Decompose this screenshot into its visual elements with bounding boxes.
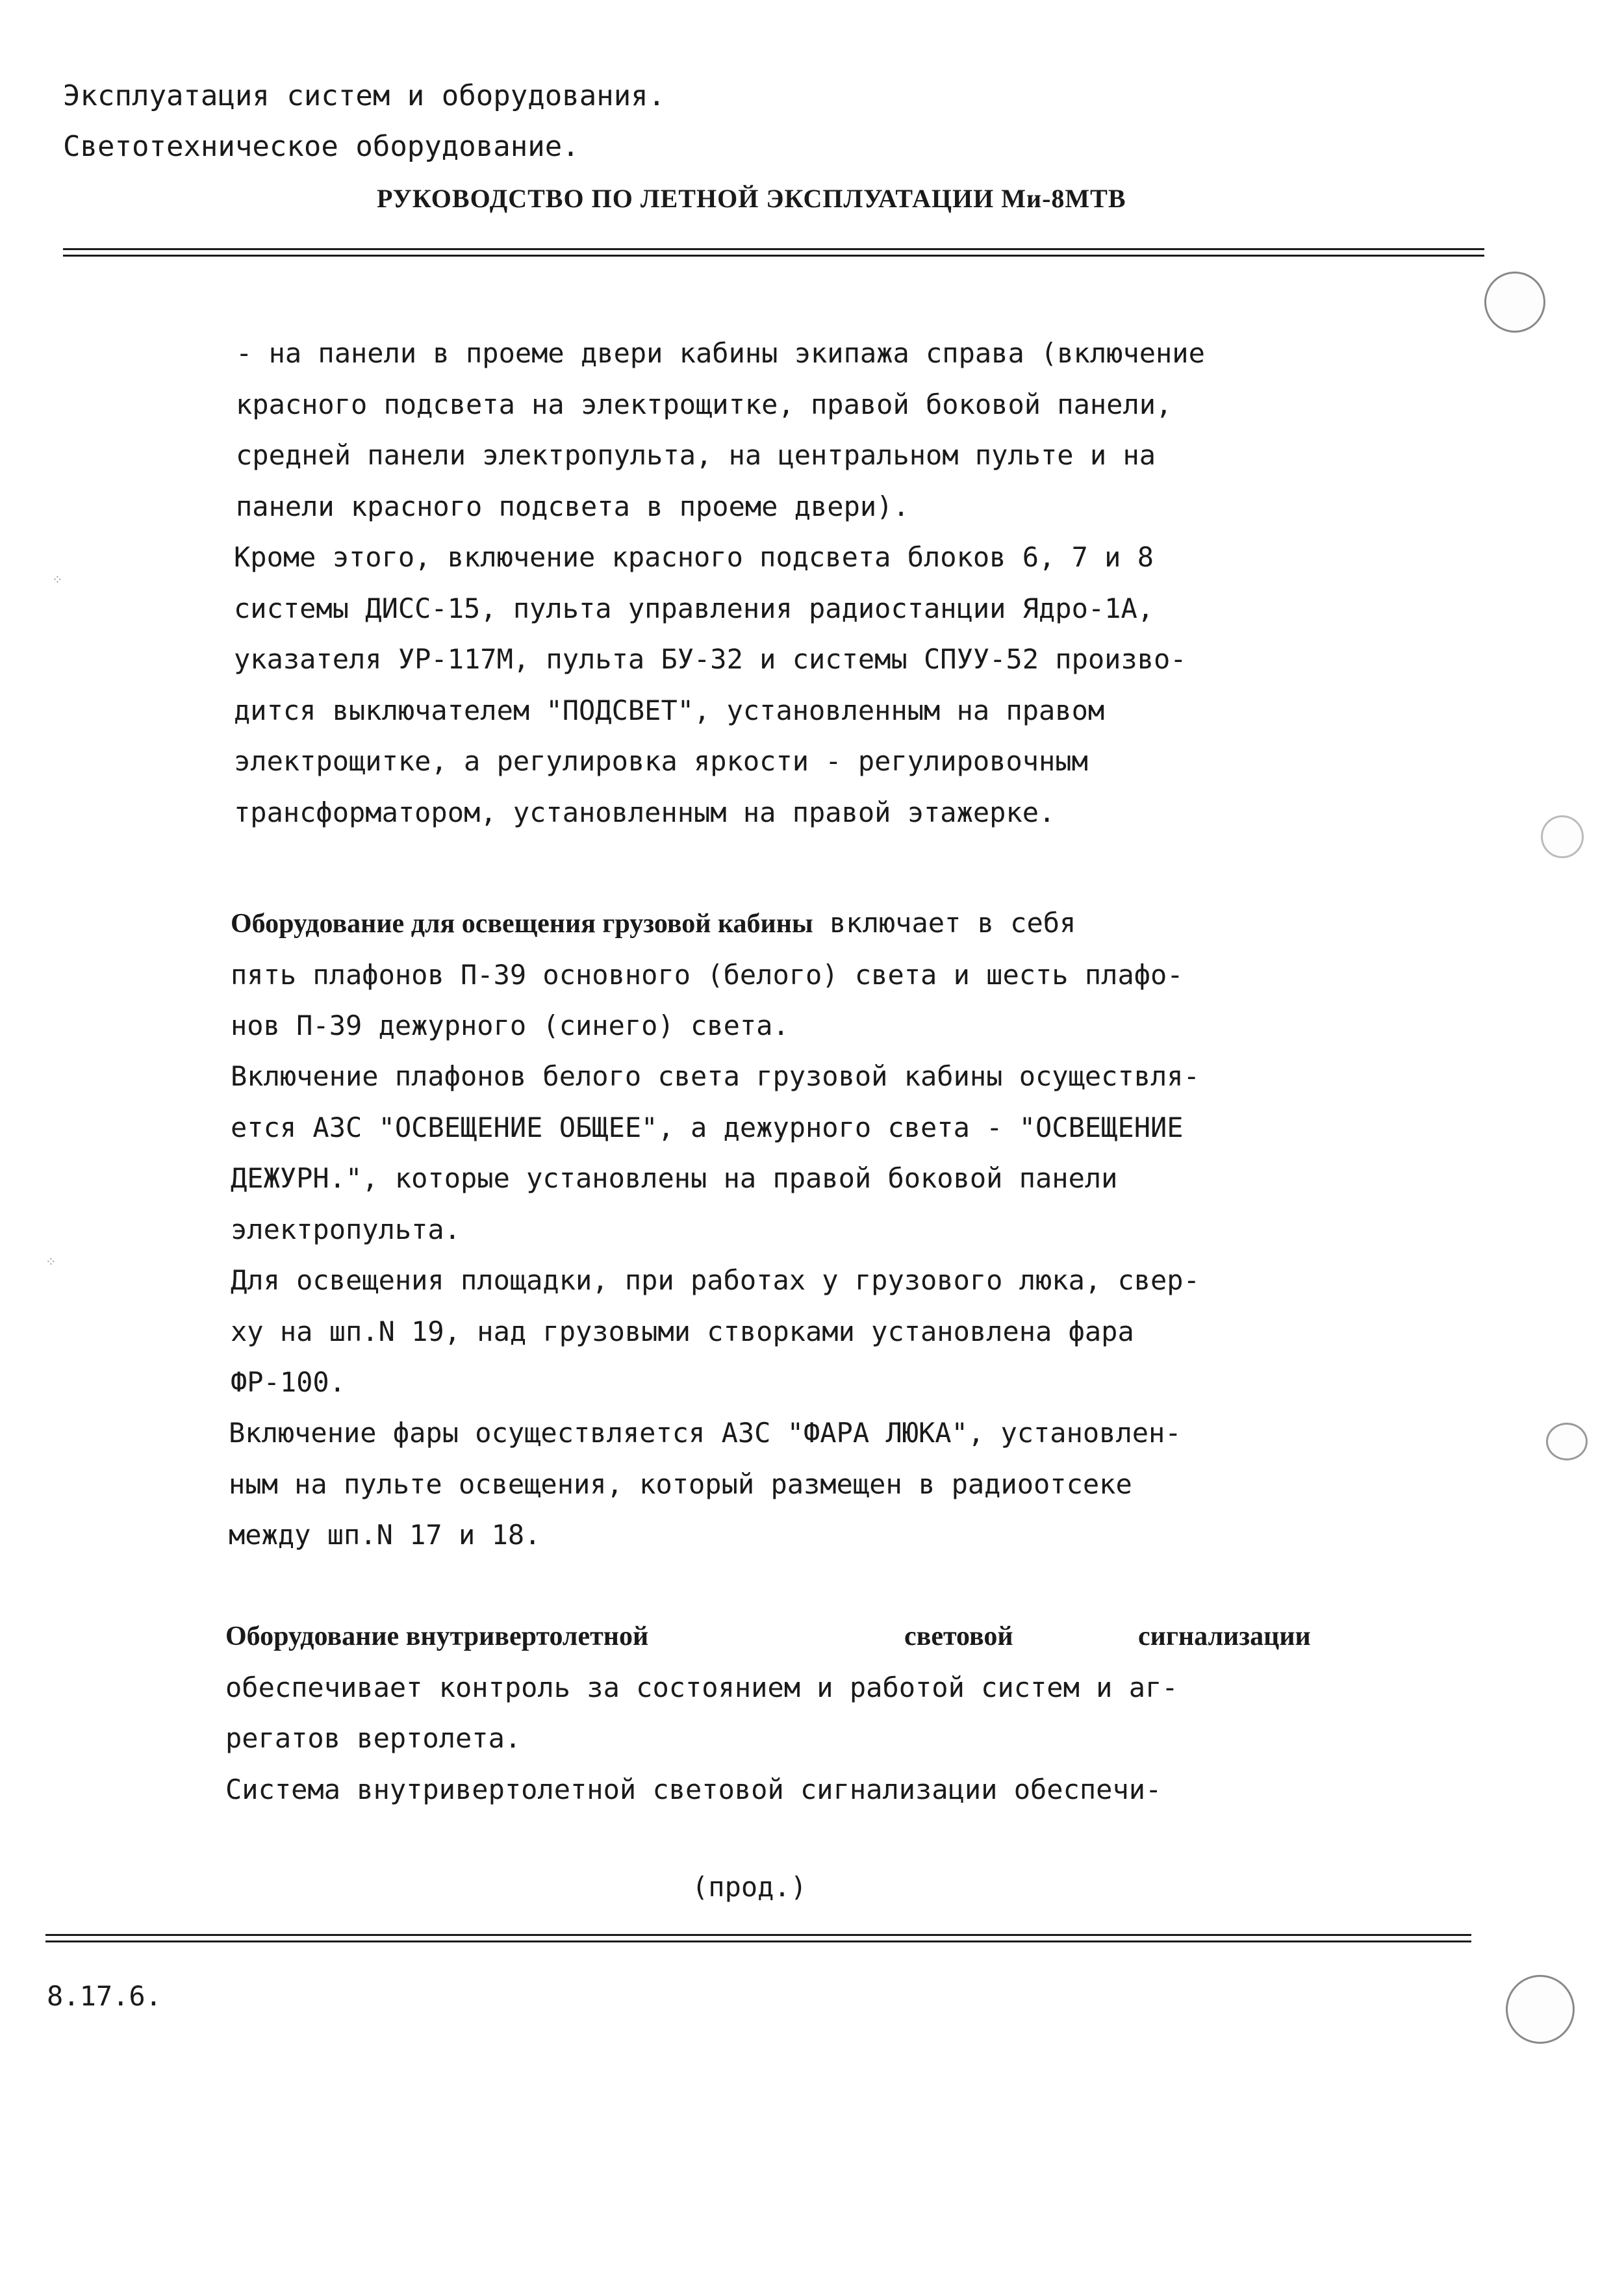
section-light-signaling-heading-b: световой [904, 1622, 1013, 1651]
paragraph-4-line: Включение плафонов белого света грузовой кабины осуществля- [231, 1060, 1200, 1092]
section-light-signaling-line: регатов вертолета. [225, 1722, 522, 1754]
paragraph-1-line: красного подсвета на электрощитке, правой боковой панели, [236, 388, 1173, 420]
paragraph-5-line: ФР-100. [231, 1366, 346, 1398]
paragraph-2-line: системы ДИСС-15, пульта управления радиостанции Ядро-1А, [234, 592, 1154, 624]
scan-speck: ⁘ [45, 1254, 57, 1269]
paragraph-1-line: панели красного подсвета в проеме двери). [236, 490, 909, 522]
paragraph-5-line: Для освещения площадки, при работах у грузового люка, свер- [231, 1264, 1200, 1296]
document-title: РУКОВОДСТВО ПО ЛЕТНОЙ ЭКСПЛУАТАЦИИ Ми-8МТВ [377, 184, 1126, 213]
paragraph-6-line: между шп.N 17 и 18. [229, 1519, 541, 1551]
section-light-signaling-heading-c: сигнализации [1138, 1622, 1311, 1651]
paragraph-6-line: Включение фары осуществляется АЗС "ФАРА ЛЮКА", установлен- [229, 1417, 1182, 1449]
footer-rule-top [45, 1934, 1471, 1936]
paragraph-4 [231, 1051, 1386, 1255]
section-header-line2: Светотехническое оборудование. [63, 130, 579, 163]
punch-hole-icon [1506, 1975, 1575, 2044]
footer-rule-bottom [45, 1940, 1471, 1942]
paragraph-2-line: указателя УР-117М, пульта БУ-32 и системы СПУУ-52 произво- [234, 643, 1187, 675]
paragraph-4-line: электропульта. [231, 1213, 461, 1245]
header-rule-top [63, 248, 1484, 250]
paragraph-6-line: ным на пульте освещения, который размещен в радиоотсеке [229, 1468, 1132, 1500]
paragraph-4-line: ДЕЖУРН.", которые установлены на правой боковой панели [231, 1162, 1118, 1194]
section-cargo-lighting-line: нов П-39 дежурного (синего) света. [231, 1010, 789, 1041]
section-cargo-lighting-heading: Оборудование для освещения грузовой кабины [231, 909, 813, 939]
paragraph-6 [229, 1408, 1384, 1561]
page-number: 8.17.6. [47, 1980, 162, 2012]
section-cargo-lighting-line: пять плафонов П-39 основного (белого) света и шесть плафо- [231, 958, 1184, 991]
paragraph-5-line: ху на шп.N 19, над грузовыми створками установлена фара [231, 1315, 1134, 1347]
section-light-signaling [225, 1611, 1380, 1815]
punch-hole-icon [1484, 272, 1545, 333]
paragraph-2-line: трансформатором, установленным на правой этажерке. [234, 796, 1056, 828]
paragraph-2-line: дится выключателем "ПОДСВЕТ", установленным на правом [234, 694, 1105, 726]
paragraph-1 [236, 328, 1391, 532]
section-cargo-lighting [231, 898, 1386, 1052]
paragraph-1-line: средней панели электропульта, на центральном пульте и на [236, 439, 1156, 471]
paragraph-2-line: Кроме этого, включение красного подсвета блоков 6, 7 и 8 [234, 541, 1154, 573]
section-cargo-lighting-first-line-rest: включает в себя [813, 907, 1076, 939]
section-light-signaling-heading-a: Оборудование внутривертолетной [225, 1622, 649, 1651]
section-header-line1: Эксплуатация систем и оборудования. [63, 79, 666, 112]
paragraph-2 [234, 532, 1389, 838]
section-light-signaling-line: обеспечивает контроль за состоянием и работой систем и аг- [225, 1671, 1178, 1703]
section-cargo-lighting-first-line [231, 898, 1386, 950]
paragraph-4-line: ется АЗС "ОСВЕЩЕНИЕ ОБЩЕЕ", а дежурного света - "ОСВЕЩЕНИЕ [231, 1111, 1184, 1143]
section-light-signaling-line: Система внутривертолетной световой сигнализации обеспечи- [225, 1773, 1162, 1805]
paragraph-1-line: - на панели в проеме двери кабины экипажа справа (включение [236, 337, 1205, 369]
punch-hole-icon [1546, 1423, 1588, 1460]
paragraph-5 [231, 1255, 1386, 1408]
continued-marker: (прод.) [692, 1871, 807, 1903]
scan-speck: ⁘ [52, 572, 63, 587]
punch-hole-icon [1541, 815, 1584, 858]
section-light-signaling-first-line [225, 1611, 1380, 1662]
paragraph-2-line: электрощитке, а регулировка яркости - регулировочным [234, 745, 1088, 777]
header-rule-bottom [63, 255, 1484, 257]
